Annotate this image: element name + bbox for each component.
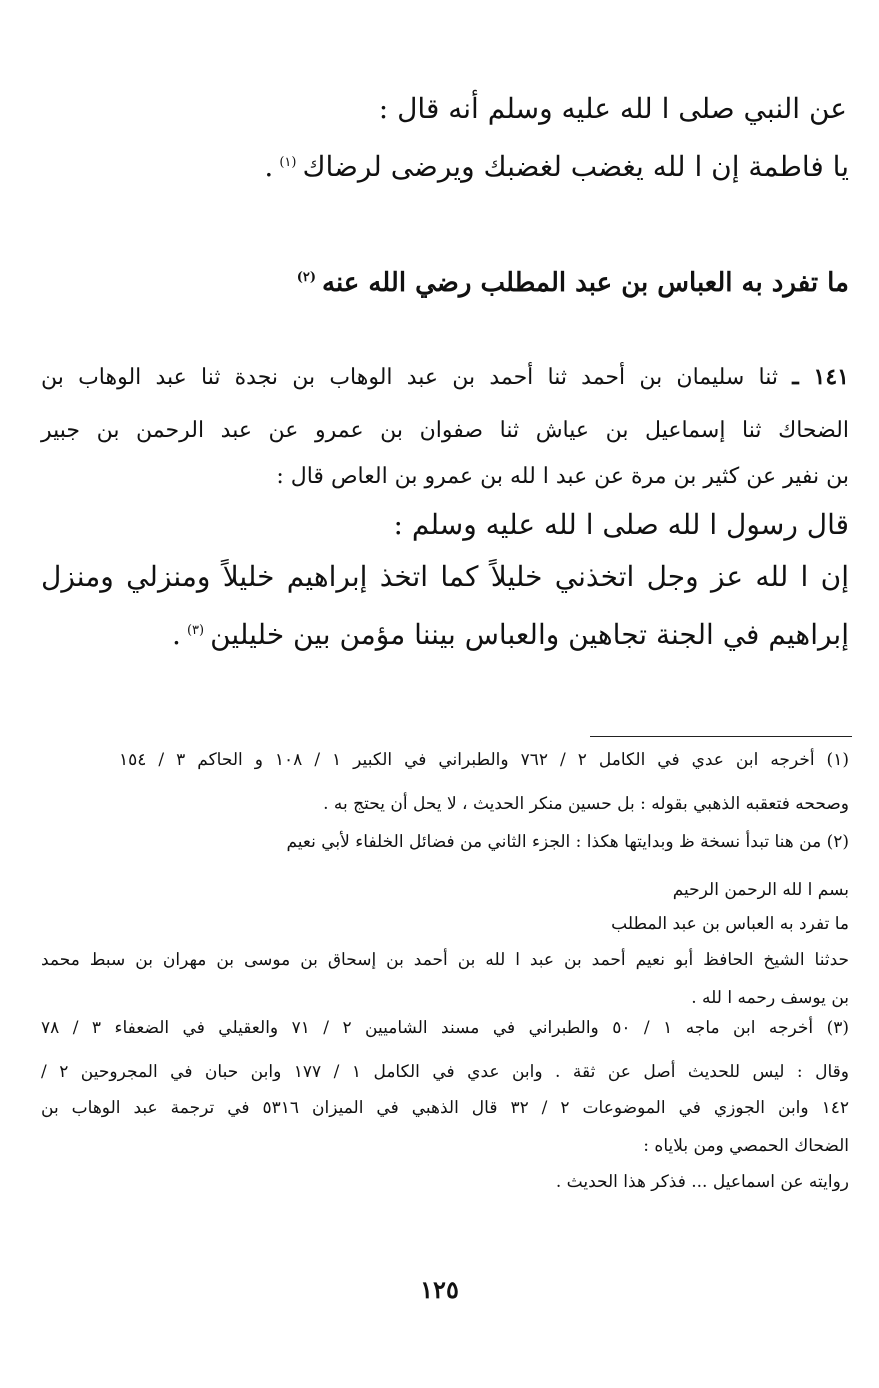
footnote-separator [590,736,852,737]
footnote-line: بسم ا لله الرحمن الرحيم [672,880,849,900]
page-number: ١٢٥ [420,1275,459,1304]
hadith-line: إن ا لله عز وجل اتخذني خليلاً كما اتخذ إبراهيم خليلاً ومنزلي ومنزل [41,560,849,593]
period: . [172,618,181,651]
isnad-text: ثنا سليمان بن أحمد ثنا أحمد بن عبد الوهاب بن نجدة ثنا عبد الوهاب بن [41,365,779,390]
isnad-line: الضحاك ثنا إسماعيل بن عياش ثنا صفوان بن عمرو عن عبد الرحمن بن جبير [41,418,850,443]
hadith-line: عن النبي صلى ا لله عليه وسلم أنه قال : [378,92,847,125]
footnote-ref: (٣) [186,622,205,638]
footnote-line: (٣) أخرجه ابن ماجه ١ / ٥٠ والطبراني في مسند الشاميين ٢ / ٧١ والعقيلي في الضعفاء ٣ / ٧٨ [41,1018,849,1038]
footnote-line: الضحاك الحمصي ومن بلاياه : [643,1136,849,1156]
period: . [264,150,274,183]
footnote-line: وصححه فتعقبه الذهبي بقوله : بل حسين منكر الحديث ، لا يحل أن يحتج به . [323,794,849,814]
section-heading [291,268,849,298]
hadith-line: قال رسول ا لله صلى ا لله عليه وسلم : [393,508,849,541]
hadith-line [172,618,849,651]
footnote-ref: (١) [279,154,297,170]
footnote-line: (١) أخرجه ابن عدي في الكامل ٢ / ٧٦٢ والطبراني في الكبير ١ / ١٠٨ و الحاكم ٣ / ١٥٤ [119,750,849,770]
hadith-text: يا فاطمة إن ا لله يغضب لغضبك ويرضى لرضاك [302,150,849,183]
footnote-line: حدثنا الشيخ الحافظ أبو نعيم أحمد بن عبد ا لله بن أحمد بن إسحاق بن موسى بن مهران بن سبط محمد [41,950,849,970]
footnote-line: روايته عن اسماعيل ... فذكر هذا الحديث . [555,1172,849,1192]
section-heading-text: ما تفرد به العباس بن عبد المطلب رضي الله عنه [322,268,849,298]
isnad-line: بن نفير عن كثير بن مرة عن عبد ا لله بن عمرو بن العاص قال : [276,464,849,489]
hadith-number: ١٤١ ـ [792,364,849,390]
footnote-ref: (٢) [296,270,317,286]
footnote-line: ١٤٢ وابن الجوزي في الموضوعات ٢ / ٣٢ قال الذهبي في الميزان ٥٣١٦ في ترجمة عبد الوهاب بن [41,1098,850,1118]
hadith-text: إبراهيم في الجنة تجاهين والعباس بيننا مؤمن بين خليلين [210,618,849,651]
footnote-line: وقال : ليس للحديث أصل عن ثقة . وابن عدي في الكامل ١ / ١٧٧ وابن حبان في المجروحين ٢ / [41,1062,849,1082]
footnote-line: (٢) من هنا تبدأ نسخة ظ وبدايتها هكذا : الجزء الثاني من فضائل الخلفاء لأبي نعيم [286,832,849,852]
footnote-line: ما تفرد به العباس بن عبد المطلب [611,914,849,934]
hadith-line [264,150,849,183]
footnote-line: بن يوسف رحمه ا لله . [691,988,849,1008]
isnad-line [41,364,849,390]
